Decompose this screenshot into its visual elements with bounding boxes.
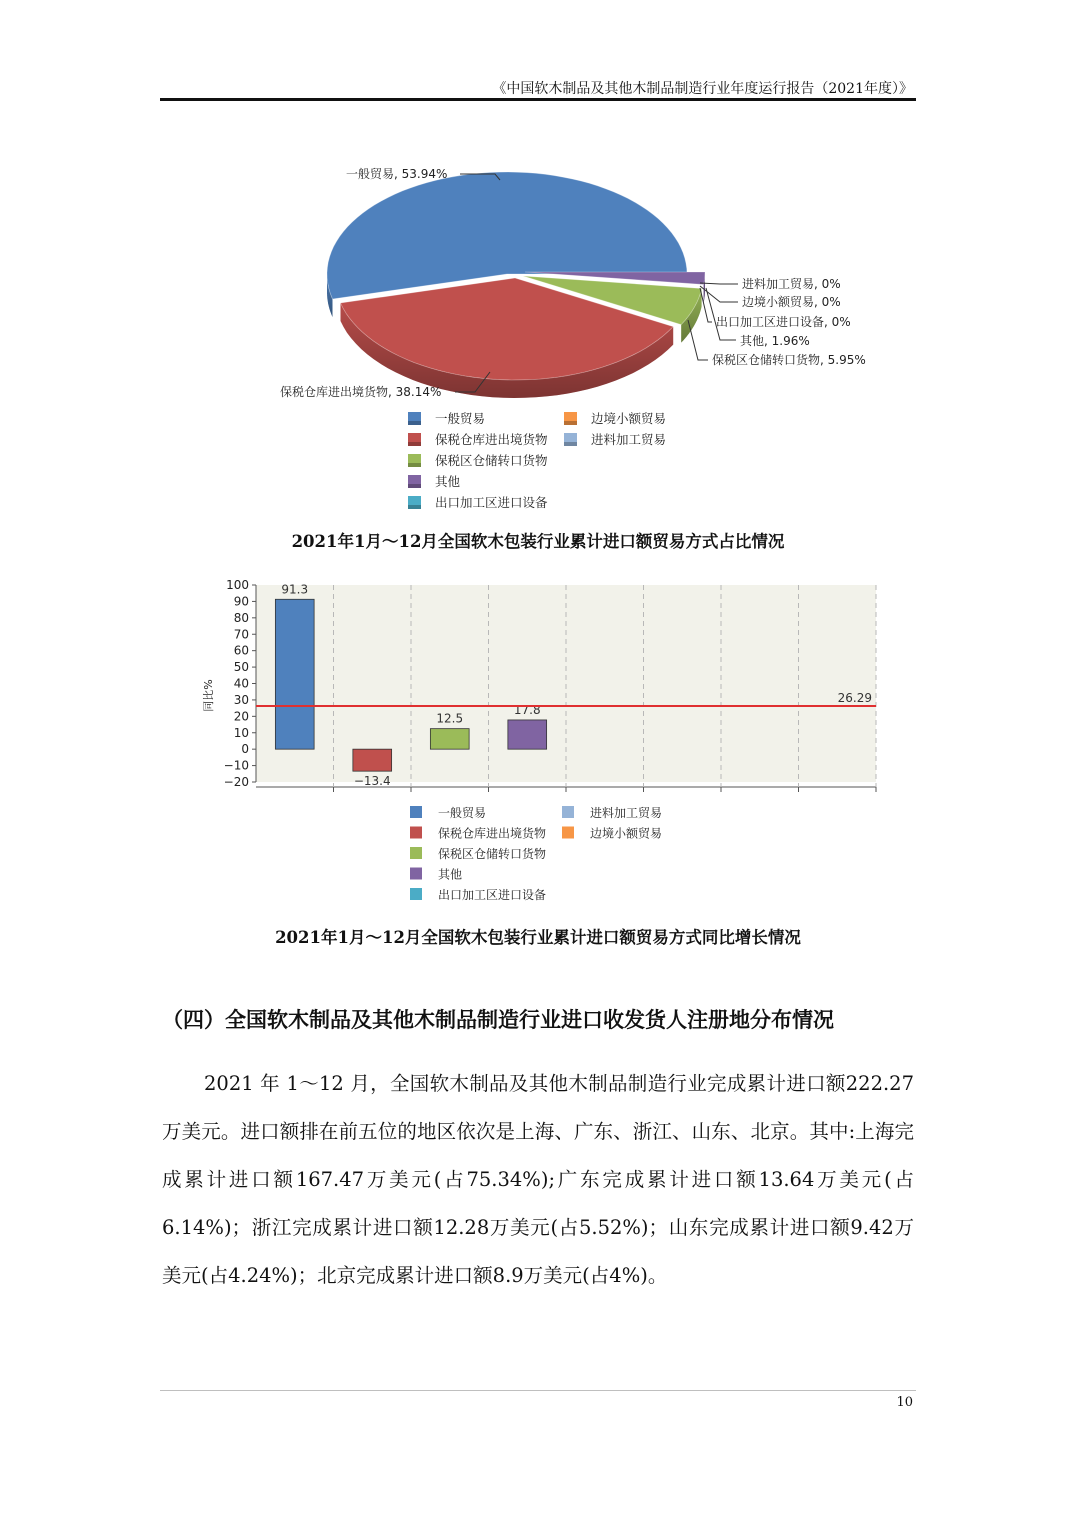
legend-label: 边境小额贸易 — [591, 411, 667, 426]
bar-2 — [353, 749, 392, 771]
pie-caption: 2021年1月～12月全国软木包装行业累计进口额贸易方式占比情况 — [291, 532, 785, 551]
pie-slice-label: 一般贸易, 53.94% — [346, 167, 448, 181]
bar-legend-item — [410, 806, 486, 820]
legend-label: 进料加工贸易 — [590, 806, 663, 820]
legend-label: 保税仓库进出境货物 — [435, 432, 548, 447]
legend-label: 出口加工区进口设备 — [438, 888, 547, 902]
bar-chart — [160, 570, 916, 910]
page-number: 10 — [896, 1395, 913, 1410]
y-tick-label: 10 — [233, 725, 249, 740]
pie-slice-label: 其他, 1.96% — [740, 334, 810, 348]
bar-legend-item — [410, 867, 462, 882]
pie-slice-label: 进料加工贸易, 0% — [742, 277, 841, 291]
bar-legend-item — [562, 805, 662, 820]
bar-4 — [508, 720, 547, 749]
legend-label: 进料加工贸易 — [591, 432, 667, 447]
section-heading: （四）全国软木制品及其他木制品制造行业进口收发货人注册地分布情况 — [162, 1007, 834, 1032]
legend-label: 保税仓库进出境货物 — [438, 826, 547, 841]
pie-legend-item — [408, 411, 485, 426]
y-tick-label: 50 — [233, 660, 249, 675]
legend-swatch-shade — [408, 442, 421, 446]
bar-value-label: 91.3 — [281, 582, 309, 597]
pie-legend-item — [408, 453, 548, 468]
footer-rule — [160, 1390, 916, 1391]
pie-slice-label: 保税区仓储转口货物, 5.95% — [712, 353, 866, 367]
bar-value-label: −13.4 — [353, 774, 391, 789]
y-tick-label: 100 — [226, 578, 249, 592]
pie-legend-item — [564, 432, 666, 447]
y-tick-label: 30 — [233, 692, 249, 707]
pie-legend-item — [408, 432, 548, 447]
legend-label: 保税区仓储转口货物 — [438, 847, 547, 861]
y-tick-label: 20 — [233, 709, 249, 724]
legend-swatch — [562, 806, 574, 818]
y-axis-label: 同比% — [202, 679, 215, 712]
legend-swatch-shade — [408, 463, 421, 467]
legend-swatch — [410, 888, 422, 900]
legend-swatch — [562, 827, 574, 839]
bar-legend-item — [410, 826, 546, 841]
y-tick-label: 40 — [233, 676, 249, 691]
pie-chart — [160, 150, 916, 522]
y-tick-label: −20 — [223, 775, 249, 789]
legend-label: 边境小额贸易 — [590, 826, 663, 841]
pie-leader-line — [706, 288, 736, 340]
legend-label: 保税区仓储转口货物 — [435, 453, 548, 468]
y-tick-label: 0 — [241, 742, 249, 757]
pie-slice-label: 出口加工区进口设备, 0% — [716, 315, 851, 329]
body-paragraph: 2021 年 1～12 月，全国软木制品及其他木制品制造行业完成累计进口额222.27万美元。进口额排在前五位的地区依次是上海、广东、浙江、山东、北京。其中:上海完成累计进口额167.47万美元(占75.34%);广东完成累计进口额13.64万美元(占6.14%)；浙江完成累计进口额12.28万美元(占5.52%)；山东完成累计进口额9.42万美元(占4.24%)；北京完成累计进口额8.9万美元(占4%)。 — [162, 1072, 914, 1287]
bar-legend-item — [410, 887, 546, 902]
pie-legend-item — [408, 474, 461, 489]
bar-chart-svg — [160, 570, 916, 910]
legend-swatch-shade — [408, 505, 421, 509]
pie-chart-svg — [160, 150, 916, 522]
y-tick-label: 80 — [233, 610, 249, 625]
legend-swatch-shade — [564, 421, 577, 425]
y-tick-label: 90 — [233, 594, 249, 609]
pie-leader-line — [700, 283, 738, 284]
bar-legend-item — [562, 826, 662, 841]
legend-label: 其他 — [438, 867, 463, 882]
bar-value-label: 17.8 — [513, 702, 541, 717]
bar-1 — [275, 599, 314, 749]
pie-slice-label: 边境小额贸易, 0% — [742, 295, 841, 309]
legend-swatch — [410, 806, 422, 818]
header-title: 《中国软木制品及其他木制品制造行业年度运行报告（2021年度）》 — [492, 81, 913, 97]
legend-label: 一般贸易 — [438, 806, 487, 820]
bar-3 — [430, 729, 469, 750]
y-tick-label: 70 — [233, 627, 249, 642]
legend-swatch-shade — [408, 421, 421, 425]
average-line-label: 26.29 — [837, 691, 872, 706]
legend-swatch-shade — [564, 442, 577, 446]
header-rule — [160, 98, 916, 101]
bar-value-label: 12.5 — [436, 711, 464, 726]
pie-slice-label: 保税仓库进出境货物, 38.14% — [280, 385, 442, 399]
legend-swatch-shade — [408, 484, 421, 488]
legend-swatch — [410, 868, 422, 880]
y-tick-label: −10 — [223, 758, 249, 773]
legend-label: 其他 — [435, 474, 461, 489]
legend-label: 出口加工区进口设备 — [435, 495, 548, 510]
legend-label: 一般贸易 — [435, 411, 486, 426]
legend-swatch — [410, 827, 422, 839]
legend-swatch — [410, 847, 422, 859]
pie-legend-item — [564, 411, 666, 426]
y-tick-label: 60 — [233, 643, 249, 658]
pie-legend-item — [408, 495, 548, 510]
bar-caption: 2021年1月～12月全国软木包装行业累计进口额贸易方式同比增长情况 — [275, 928, 801, 947]
bar-legend-item — [410, 846, 546, 861]
